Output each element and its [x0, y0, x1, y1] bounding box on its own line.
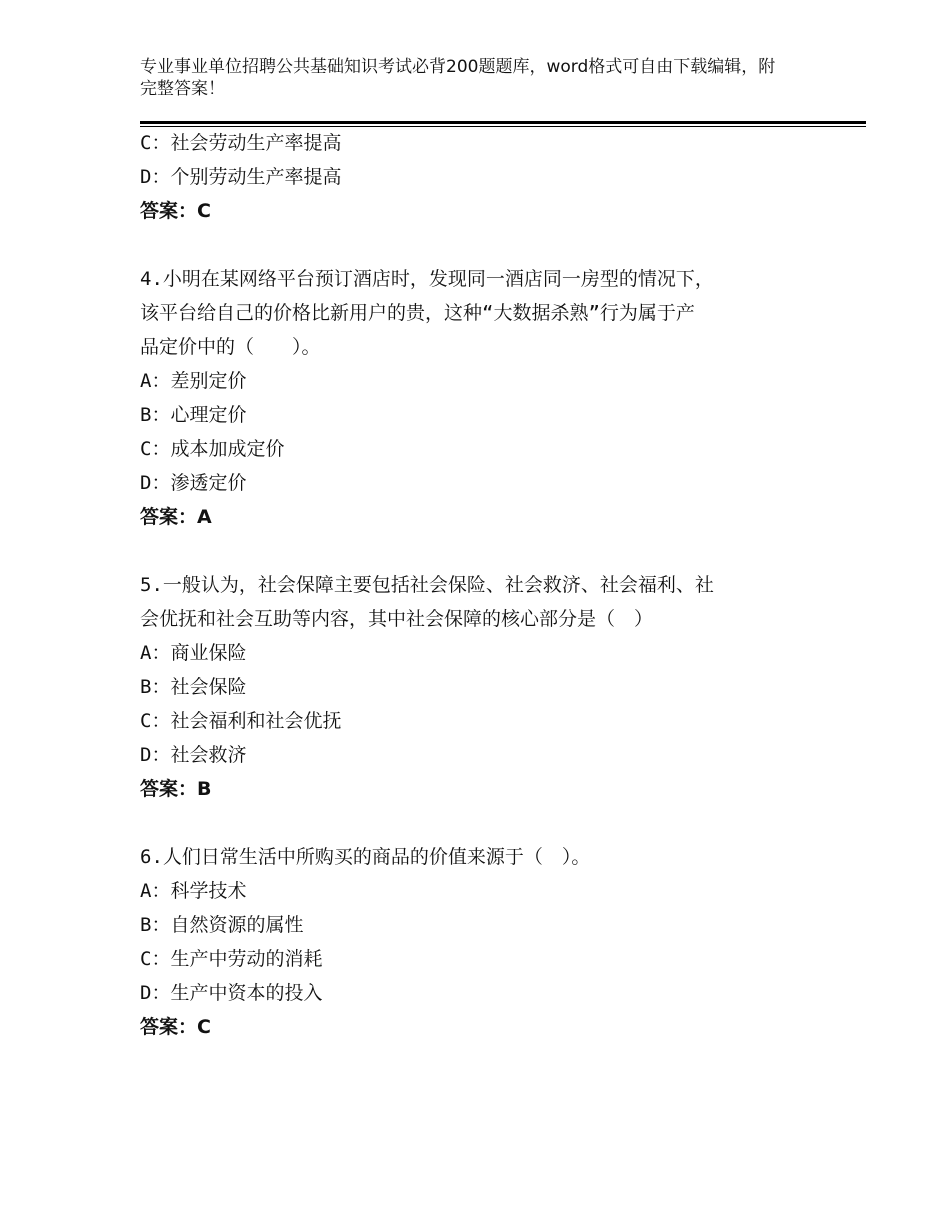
answer-line: 答案：B: [140, 778, 212, 800]
answer-line: 答案：C: [140, 200, 211, 222]
question-stem-line: 4.小明在某网络平台预订酒店时，发现同一酒店同一房型的情况下，: [140, 268, 714, 290]
option-c: C：生产中劳动的消耗: [140, 948, 323, 970]
option-a: A：商业保险: [140, 642, 247, 664]
option-d: D：社会救济: [140, 744, 247, 766]
header-rule-thick: [140, 121, 866, 124]
option-c: C：成本加成定价: [140, 438, 285, 460]
option-c: C：社会福利和社会优抚: [140, 710, 342, 732]
question-stem-line: 该平台给自己的价格比新用户的贵，这种“大数据杀熟”行为属于产: [140, 302, 695, 324]
question-stem-line: 6.人们日常生活中所购买的商品的价值来源于（ ）。: [140, 846, 591, 868]
page-header: 专业事业单位招聘公共基础知识考试必背200题题库，word格式可自由下载编辑，附完整答案！: [140, 57, 776, 99]
option-a: A：差别定价: [140, 370, 247, 392]
option-d: D：渗透定价: [140, 472, 247, 494]
question-stem-line: 品定价中的（ ）。: [140, 336, 321, 358]
option-b: B：社会保险: [140, 676, 247, 698]
option-c: C：社会劳动生产率提高: [140, 132, 342, 154]
answer-line: 答案：A: [140, 506, 212, 528]
spacer: [140, 534, 810, 568]
option-b: B：自然资源的属性: [140, 914, 304, 936]
option-a: A：科学技术: [140, 880, 247, 902]
option-d: D：个别劳动生产率提高: [140, 166, 342, 188]
question-5: [140, 568, 810, 806]
question-6: [140, 840, 810, 1044]
question-stem-line: 5.一般认为，社会保障主要包括社会保险、社会救济、社会福利、社: [140, 574, 714, 596]
question-content: [140, 126, 810, 1044]
question-stem-line: 会优抚和社会互助等内容，其中社会保障的核心部分是（ ）: [140, 608, 654, 630]
spacer: [140, 806, 810, 840]
spacer: [140, 228, 810, 262]
continued-question: [140, 126, 810, 228]
answer-line: 答案：C: [140, 1016, 211, 1038]
option-b: B：心理定价: [140, 404, 247, 426]
option-d: D：生产中资本的投入: [140, 982, 323, 1004]
question-4: [140, 262, 810, 534]
